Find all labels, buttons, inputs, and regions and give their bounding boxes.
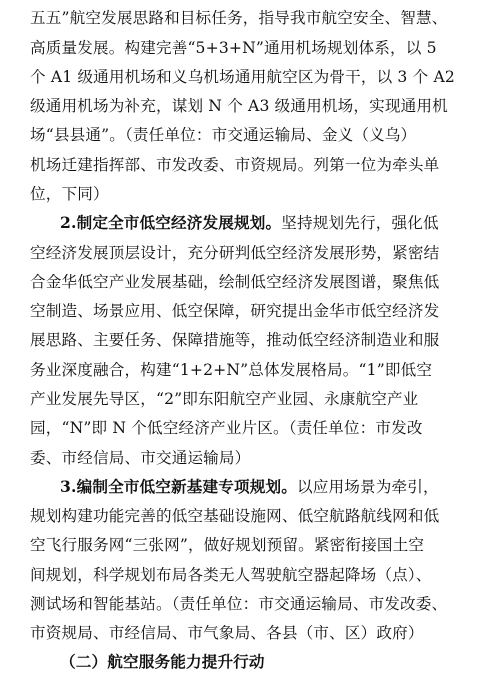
paragraph-heading: 2.制定全市低空经济发展规划。坚持规划先行，强化低 bbox=[60, 213, 439, 232]
text-line: 产业发展先导区，“2”即东阳航空产业园、永康航空产业 bbox=[30, 390, 419, 408]
text-line: 机场迁建指挥部、市发改委、市资规局。列第一位为牵头单 bbox=[30, 156, 440, 174]
paragraph-heading: 3.编制全市低空新基建专项规划。以应用场景为牵引， bbox=[60, 477, 439, 496]
text-line: 场“县县通”。（责任单位：市交通运输局、金义（义乌） bbox=[30, 126, 417, 144]
text-line: 间规划，科学规划布局各类无人驾驶航空器起降场（点）、 bbox=[30, 566, 432, 584]
section-heading: （二）航空服务能力提升行动 bbox=[60, 652, 265, 671]
text-line: 五五”航空发展思路和目标任务，指导我市航空安全、智慧、 bbox=[30, 9, 448, 27]
text-line: 高质量发展。构建完善“5+3+N”通用机场规划体系，以 5 bbox=[30, 39, 437, 57]
text-line: 个 A1 级通用机场和义乌机场通用航空区为骨干，以 3 个 A2 bbox=[30, 68, 455, 86]
text-line: 测试场和智能基站。（责任单位：市交通运输局、市发改委、 bbox=[30, 595, 448, 613]
text-line: 空飞行服务网“三张网”，做好规划预留。紧密衔接国土空 bbox=[30, 536, 425, 554]
text-line: 园，“N”即 N 个低空经济产业片区。（责任单位：市发改 bbox=[30, 419, 423, 437]
text-line: 市资规局、市经信局、市气象局、各县（市、区）政府） bbox=[30, 624, 424, 642]
text-line: 空制造、场景应用、低空保障，研究提出金华市低空经济发 bbox=[30, 302, 440, 320]
text-line: 级通用机场为补充，谋划 N 个 A3 级通用机场，实现通用机 bbox=[30, 97, 448, 115]
text-line: 合金华低空产业发展基础，绘制低空经济发展图谱，聚焦低 bbox=[30, 273, 440, 291]
text-line: 规划构建功能完善的低空基础设施网、低空航路航线网和低 bbox=[30, 507, 440, 525]
text-line: 务业深度融合，构建“1+2+N”总体发展格局。“1”即低空 bbox=[30, 361, 433, 379]
heading-bold: 3.编制全市低空新基建专项规划。 bbox=[60, 477, 297, 496]
text-line: 委、市经信局、市交通运输局） bbox=[30, 449, 251, 467]
text-line: 展思路、主要任务、保障措施等，推动低空经济制造业和服 bbox=[30, 331, 440, 349]
heading-bold: 2.制定全市低空经济发展规划。 bbox=[60, 213, 282, 232]
text-line: 空经济发展顶层设计，充分研判低空经济发展形势，紧密结 bbox=[30, 244, 440, 262]
text-line: 位，下同） bbox=[30, 185, 109, 203]
